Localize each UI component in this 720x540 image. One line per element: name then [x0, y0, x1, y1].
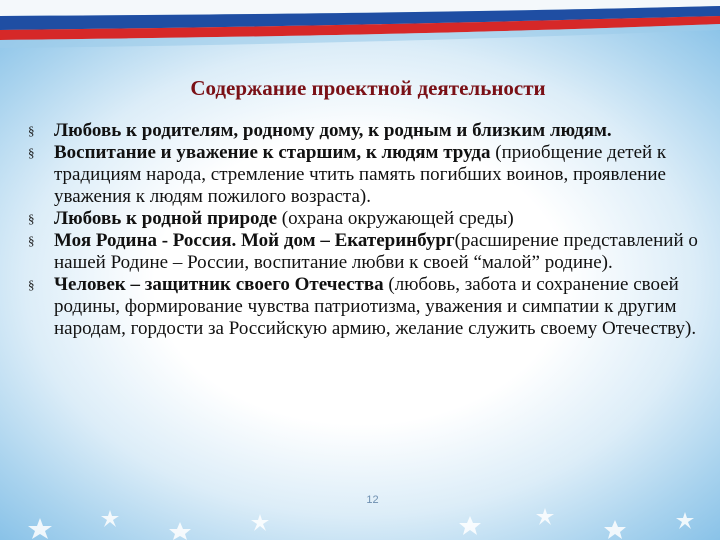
star-icon — [676, 512, 694, 529]
bullet-item-heading: Моя Родина - Россия. Мой дом – Екатеринбург — [54, 230, 455, 251]
section-sign-icon: § — [28, 145, 35, 160]
bullet-item — [28, 142, 706, 208]
bullet-item-heading: Человек – защитник своего Отечества — [54, 274, 384, 295]
bullet-item — [28, 208, 706, 230]
bullet-item-detail: (приобщение детей к традициям народа, стремление чтить память погибших воинов, проявление уважения к людям пожилого возраста). — [54, 142, 667, 207]
bullet-item-heading: Любовь к родной природе — [54, 208, 278, 229]
star-icon — [101, 510, 119, 527]
bullet-item-detail: (расширение представлений о нашей Родине – России, воспитание любви к своей “малой” родине). — [54, 230, 698, 273]
bullet-item-heading: Воспитание и уважение к старшим, к людям труда — [54, 142, 491, 163]
slide-title: Содержание проектной деятельности — [190, 76, 546, 100]
section-sign-icon: § — [28, 123, 35, 138]
bullet-item — [28, 274, 706, 340]
bullet-item — [28, 120, 706, 142]
star-icon — [251, 514, 269, 531]
star-icon — [459, 516, 481, 535]
bullet-item-heading: Любовь к родителям, родному дому, к родным и близким людям. — [54, 120, 612, 141]
bullet-item-detail: (любовь, забота и сохранение своей родины, формирование чувства патриотизма, уважения и симпатии к другим народам, гордости за Российскую армию, желание служить своему Отечеству). — [54, 274, 697, 339]
star-icon — [536, 508, 554, 525]
star-icon — [604, 520, 626, 539]
bullet-item — [28, 230, 706, 274]
section-sign-icon: § — [28, 233, 35, 248]
content-bullet-list — [28, 120, 706, 340]
section-sign-icon: § — [28, 277, 35, 292]
star-icon — [169, 522, 191, 540]
page-number: 12 — [366, 494, 379, 506]
star-icon — [28, 518, 52, 539]
bullet-item-detail: (охрана окружающей среды) — [277, 208, 514, 229]
flag-ribbon — [0, 0, 720, 60]
section-sign-icon: § — [28, 211, 35, 226]
